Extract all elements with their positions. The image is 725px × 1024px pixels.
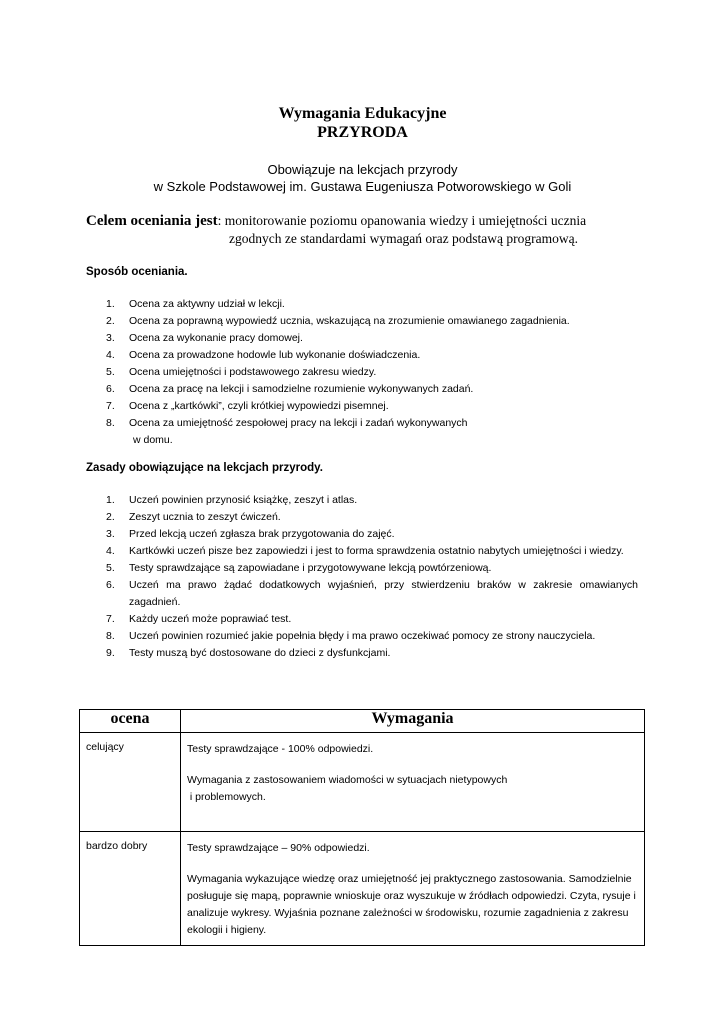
goal-text-line-2: zgodnych ze standardami wymagań oraz podstawą programową. (229, 231, 578, 246)
grade-cell: celujący (80, 733, 181, 832)
requirements-cell: Testy sprawdzające - 100% odpowiedzi. Wymagania z zastosowaniem wiadomości w sytuacjach nietypowych i problemowych. (181, 733, 645, 832)
list-item: 3. Ocena za wykonanie pracy domowej. (106, 332, 303, 344)
list-item: 8. Uczeń powinien rozumieć jakie popełnia błędy i ma prawo oczekiwać pomocy ze strony nauczyciela. (106, 630, 596, 642)
list-item: 8. Ocena za umiejętność zespołowej pracy na lekcji i zadań wykonywanych w domu. (106, 417, 468, 446)
list-item: 7. Każdy uczeń może poprawiać test. (106, 613, 292, 625)
goal-label: Celem oceniania jest (86, 213, 218, 229)
table-row (80, 832, 645, 946)
requirements-table (79, 709, 645, 946)
header-requirements: Wymagania (181, 710, 645, 733)
list-item: 6. Uczeń ma prawo żądać dodatkowych wyjaśnień, przy stwierdzeniu braków w zakresie omawianych zagadnień. (106, 579, 638, 608)
list-item: 1. Ocena za aktywny udział w lekcji. (106, 298, 285, 310)
subtitle-line-1: Obowiązuje na lekcjach przyrody (267, 162, 458, 177)
requirements-cell: Testy sprawdzające – 90% odpowiedzi. Wymagania wykazujące wiedzę oraz umiejętność jej praktycznego zastosowania. Samodzielnie posługuje się mapą, poprawnie wnioskuje oraz wyszukuje w źródłach odpowiedzi. Czyta, rysuje i analizuje wykresy. Wyjaśnia poznane zależności w środowisku, rozumie zagadnienia z zakresu ekologii i higieny. (181, 832, 645, 946)
grade-cell: bardzo dobry (80, 832, 181, 946)
document-subject: PRZYRODA (317, 124, 408, 141)
list-item: 4. Kartkówki uczeń pisze bez zapowiedzi i jest to forma sprawdzenia ostatnio nabytych umiejętności i wiedzy. (106, 545, 624, 557)
goal-text-line-1: : monitorowanie poziomu opanowania wiedzy i umiejętności ucznia (217, 213, 587, 228)
goal-statement (86, 212, 646, 230)
header-grade: ocena (80, 710, 181, 733)
document-title: Wymagania Edukacyjne (278, 105, 447, 122)
subtitle-line-2: w Szkole Podstawowej im. Gustawa Eugeniusza Potworowskiego w Goli (153, 179, 572, 194)
table-row (80, 733, 645, 832)
rules-heading: Zasady obowiązujące na lekcjach przyrody. (86, 462, 323, 474)
list-item: 3. Przed lekcją uczeń zgłasza brak przygotowania do zajęć. (106, 528, 395, 540)
list-item: 6. Ocena za pracę na lekcji i samodzielne rozumienie wykonywanych zadań. (106, 383, 474, 395)
grading-heading: Sposób oceniania. (86, 266, 188, 278)
list-item: 1. Uczeń powinien przynosić książkę, zeszyt i atlas. (106, 494, 358, 506)
list-item: 9. Testy muszą być dostosowane do dzieci z dysfunkcjami. (106, 647, 391, 659)
rules-list (86, 492, 638, 662)
list-item: 7. Ocena z „kartkówki”, czyli krótkiej wypowiedzi pisemnej. (106, 400, 389, 412)
list-item: 4. Ocena za prowadzone hodowle lub wykonanie doświadczenia. (106, 349, 421, 361)
grading-list (86, 296, 638, 449)
list-item: 5. Testy sprawdzające są zapowiadane i przygotowywane lekcją powtórzeniową. (106, 562, 492, 574)
list-item: 2. Ocena za poprawną wypowiedź ucznia, wskazującą na zrozumienie omawianego zagadnienia. (106, 315, 570, 327)
list-item: 5. Ocena umiejętności i podstawowego zakresu wiedzy. (106, 366, 377, 378)
table-header-row (80, 710, 645, 733)
list-item: 2. Zeszyt ucznia to zeszyt ćwiczeń. (106, 511, 281, 523)
